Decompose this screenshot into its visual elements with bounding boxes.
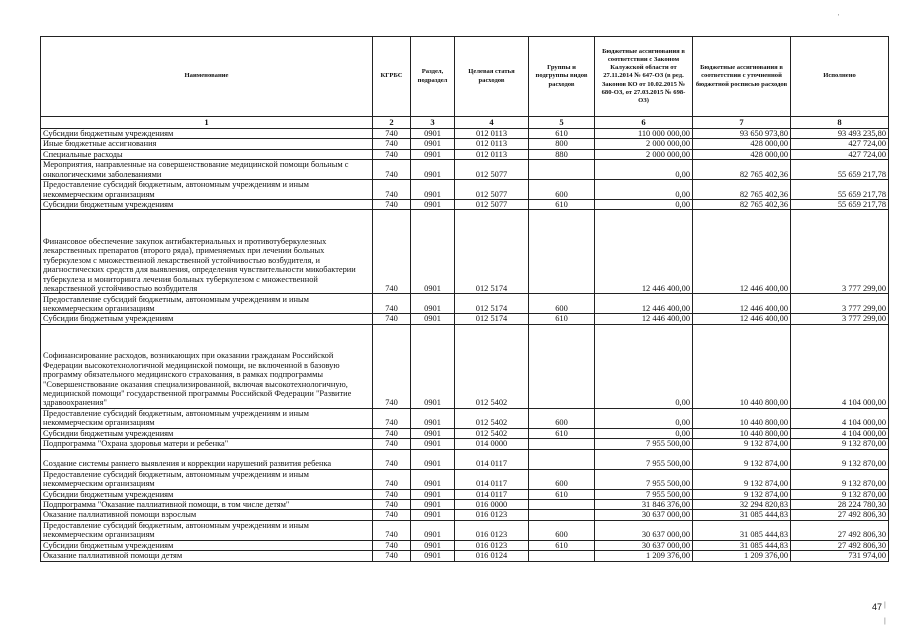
row-name: Предоставление субсидий бюджетным, автономным учреждениям и иным некоммерческим организациям xyxy=(41,408,373,428)
refined-amount-cell: 428 000,00 xyxy=(693,149,791,159)
refined-amount-cell: 82 765 402,36 xyxy=(693,199,791,209)
law-amount-cell: 31 846 376,00 xyxy=(595,499,693,509)
refined-amount-cell: 10 440 800,00 xyxy=(693,408,791,428)
article-cell: 014 0000 xyxy=(455,439,529,449)
executed-amount-cell: 27 492 806,30 xyxy=(791,510,889,520)
law-amount-cell: 30 637 000,00 xyxy=(595,510,693,520)
table-row xyxy=(41,499,889,509)
article-cell: 012 5174 xyxy=(455,210,529,294)
law-amount-cell: 110 000 000,00 xyxy=(595,128,693,138)
table-row xyxy=(41,439,889,449)
section-cell: 0901 xyxy=(411,499,455,509)
executed-amount-cell: 427 724,00 xyxy=(791,139,889,149)
section-cell: 0901 xyxy=(411,324,455,408)
group-cell xyxy=(529,210,595,294)
kgrbs-cell: 740 xyxy=(373,199,411,209)
executed-amount-cell: 9 132 870,00 xyxy=(791,469,889,489)
article-cell: 012 5174 xyxy=(455,314,529,324)
row-name: Оказание паллиативной помощи взрослым xyxy=(41,510,373,520)
scan-mark: | xyxy=(884,618,886,625)
refined-amount-cell: 32 294 820,83 xyxy=(693,499,791,509)
article-cell: 012 5077 xyxy=(455,199,529,209)
kgrbs-cell: 740 xyxy=(373,408,411,428)
law-amount-cell: 7 955 500,00 xyxy=(595,469,693,489)
refined-amount-cell: 12 446 400,00 xyxy=(693,294,791,314)
column-number: 2 xyxy=(373,117,411,129)
section-cell: 0901 xyxy=(411,159,455,179)
refined-amount-cell: 1 209 376,00 xyxy=(693,551,791,561)
article-cell: 012 5402 xyxy=(455,408,529,428)
section-cell: 0901 xyxy=(411,469,455,489)
section-cell: 0901 xyxy=(411,294,455,314)
law-amount-cell: 0,00 xyxy=(595,408,693,428)
kgrbs-cell: 740 xyxy=(373,520,411,540)
group-cell: 610 xyxy=(529,428,595,438)
group-cell: 610 xyxy=(529,128,595,138)
section-cell: 0901 xyxy=(411,428,455,438)
kgrbs-cell: 740 xyxy=(373,540,411,550)
group-cell: 600 xyxy=(529,469,595,489)
article-cell: 012 0113 xyxy=(455,128,529,138)
row-name: Субсидии бюджетным учреждениям xyxy=(41,314,373,324)
kgrbs-cell: 740 xyxy=(373,469,411,489)
column-number: 6 xyxy=(595,117,693,129)
group-cell xyxy=(529,449,595,469)
kgrbs-cell: 740 xyxy=(373,551,411,561)
executed-amount-cell: 3 777 299,00 xyxy=(791,314,889,324)
refined-amount-cell: 9 132 874,00 xyxy=(693,469,791,489)
column-number: 8 xyxy=(791,117,889,129)
refined-amount-cell: 31 085 444,83 xyxy=(693,540,791,550)
article-cell: 014 0117 xyxy=(455,469,529,489)
group-cell: 800 xyxy=(529,139,595,149)
row-name: Создание системы раннего выявления и коррекции нарушений развития ребенка xyxy=(41,449,373,469)
table-row xyxy=(41,408,889,428)
group-cell: 880 xyxy=(529,149,595,159)
header-group: Группы и подгруппы видов расходов xyxy=(529,37,595,117)
law-amount-cell: 30 637 000,00 xyxy=(595,540,693,550)
article-cell: 012 0113 xyxy=(455,139,529,149)
law-amount-cell: 12 446 400,00 xyxy=(595,294,693,314)
executed-amount-cell: 4 104 000,00 xyxy=(791,428,889,438)
group-cell: 600 xyxy=(529,520,595,540)
column-number: 7 xyxy=(693,117,791,129)
group-cell xyxy=(529,439,595,449)
article-cell: 012 5402 xyxy=(455,324,529,408)
article-cell: 016 0123 xyxy=(455,510,529,520)
section-cell: 0901 xyxy=(411,199,455,209)
executed-amount-cell: 93 493 235,80 xyxy=(791,128,889,138)
row-name: Субсидии бюджетным учреждениям xyxy=(41,199,373,209)
kgrbs-cell: 740 xyxy=(373,128,411,138)
row-name: Предоставление субсидий бюджетным, автономным учреждениям и иным некоммерческим организациям xyxy=(41,294,373,314)
table-row xyxy=(41,210,889,294)
table-row xyxy=(41,540,889,550)
row-name: Финансовое обеспечение закупок антибактериальных и противотуберкулезных лекарственных препаратов (второго ряда), применяемых при лечении больных туберкулезом с множественной лекарственной устойчивостью возбудителя, и диагностических средств для выявления, определения чувствительности микобактерии туберкулеза и мониторинга лечения больных туберкулезом с множественной лекарственной устойчивостью возбудителя xyxy=(41,210,373,294)
table-row xyxy=(41,428,889,438)
row-name: Субсидии бюджетным учреждениям xyxy=(41,489,373,499)
kgrbs-cell: 740 xyxy=(373,159,411,179)
section-cell: 0901 xyxy=(411,520,455,540)
refined-amount-cell: 9 132 874,00 xyxy=(693,489,791,499)
executed-amount-cell: 3 777 299,00 xyxy=(791,294,889,314)
section-cell: 0901 xyxy=(411,408,455,428)
law-amount-cell: 12 446 400,00 xyxy=(595,210,693,294)
law-amount-cell: 2 000 000,00 xyxy=(595,149,693,159)
section-cell: 0901 xyxy=(411,449,455,469)
kgrbs-cell: 740 xyxy=(373,489,411,499)
row-name: Мероприятия, направленные на совершенствование медицинской помощи больным с онкологическими заболеваниями xyxy=(41,159,373,179)
law-amount-cell: 30 637 000,00 xyxy=(595,520,693,540)
table-row xyxy=(41,510,889,520)
kgrbs-cell: 740 xyxy=(373,499,411,509)
executed-amount-cell: 27 492 806,30 xyxy=(791,540,889,550)
row-name: Иные бюджетные ассигнования xyxy=(41,139,373,149)
executed-amount-cell: 55 659 217,78 xyxy=(791,199,889,209)
executed-amount-cell: 4 104 000,00 xyxy=(791,408,889,428)
law-amount-cell: 0,00 xyxy=(595,324,693,408)
section-cell: 0901 xyxy=(411,139,455,149)
table-row xyxy=(41,449,889,469)
header-law: Бюджетные ассигнования в соответствии с Законом Калужской области от 27.11.2014 № 647-ОЗ (в ред. Законов КО от 10.02.2015 № 680-ОЗ, от 27.03.2015 № 698-ОЗ) xyxy=(595,37,693,117)
article-cell: 016 0000 xyxy=(455,499,529,509)
row-name: Субсидии бюджетным учреждениям xyxy=(41,128,373,138)
header-executed: Исполнено xyxy=(791,37,889,117)
refined-amount-cell: 31 085 444,83 xyxy=(693,520,791,540)
kgrbs-cell: 740 xyxy=(373,139,411,149)
group-cell xyxy=(529,159,595,179)
kgrbs-cell: 740 xyxy=(373,294,411,314)
refined-amount-cell: 82 765 402,36 xyxy=(693,179,791,199)
section-cell: 0901 xyxy=(411,489,455,499)
group-cell xyxy=(529,324,595,408)
executed-amount-cell: 55 659 217,78 xyxy=(791,159,889,179)
law-amount-cell: 7 955 500,00 xyxy=(595,439,693,449)
executed-amount-cell: 9 132 870,00 xyxy=(791,489,889,499)
section-cell: 0901 xyxy=(411,128,455,138)
group-cell xyxy=(529,499,595,509)
refined-amount-cell: 9 132 874,00 xyxy=(693,449,791,469)
executed-amount-cell: 9 132 870,00 xyxy=(791,449,889,469)
column-number: 3 xyxy=(411,117,455,129)
table-row xyxy=(41,179,889,199)
section-cell: 0901 xyxy=(411,179,455,199)
article-cell: 014 0117 xyxy=(455,489,529,499)
section-cell: 0901 xyxy=(411,149,455,159)
law-amount-cell: 12 446 400,00 xyxy=(595,314,693,324)
kgrbs-cell: 740 xyxy=(373,314,411,324)
kgrbs-cell: 740 xyxy=(373,149,411,159)
budget-table xyxy=(40,36,889,562)
table-body xyxy=(41,128,889,561)
refined-amount-cell: 82 765 402,36 xyxy=(693,159,791,179)
group-cell: 610 xyxy=(529,314,595,324)
refined-amount-cell: 12 446 400,00 xyxy=(693,314,791,324)
kgrbs-cell: 740 xyxy=(373,210,411,294)
header-refined: Бюджетные ассигнования в соответствии с уточненной бюджетной росписью расходов xyxy=(693,37,791,117)
group-cell: 610 xyxy=(529,489,595,499)
group-cell: 600 xyxy=(529,294,595,314)
column-number: 5 xyxy=(529,117,595,129)
table-row xyxy=(41,469,889,489)
table-row xyxy=(41,199,889,209)
section-cell: 0901 xyxy=(411,210,455,294)
article-cell: 012 5077 xyxy=(455,179,529,199)
law-amount-cell: 0,00 xyxy=(595,179,693,199)
scan-mark: | xyxy=(884,602,886,609)
row-name: Софинансирование расходов, возникающих при оказании гражданам Российской Федерации высокотехнологичной медицинской помощи, не включенной в базовую программу обязательного медицинского страхования, в рамках подпрограммы "Совершенствование оказания специализированной, включая высокотехнологичную, медицинской помощи" государственной программы Российской Федерации "Развитие здравоохранения" xyxy=(41,324,373,408)
refined-amount-cell: 9 132 874,00 xyxy=(693,439,791,449)
executed-amount-cell: 731 974,00 xyxy=(791,551,889,561)
kgrbs-cell: 740 xyxy=(373,179,411,199)
table-row xyxy=(41,159,889,179)
article-cell: 012 0113 xyxy=(455,149,529,159)
law-amount-cell: 2 000 000,00 xyxy=(595,139,693,149)
executed-amount-cell: 427 724,00 xyxy=(791,149,889,159)
section-cell: 0901 xyxy=(411,510,455,520)
table-row xyxy=(41,489,889,499)
group-cell: 600 xyxy=(529,179,595,199)
row-name: Специальные расходы xyxy=(41,149,373,159)
article-cell: 016 0123 xyxy=(455,520,529,540)
refined-amount-cell: 93 650 973,80 xyxy=(693,128,791,138)
row-name: Оказание паллиативной помощи детям xyxy=(41,551,373,561)
executed-amount-cell: 27 492 806,30 xyxy=(791,520,889,540)
group-cell: 600 xyxy=(529,408,595,428)
refined-amount-cell: 10 440 800,00 xyxy=(693,428,791,438)
table-row xyxy=(41,294,889,314)
group-cell: 610 xyxy=(529,540,595,550)
law-amount-cell: 0,00 xyxy=(595,428,693,438)
row-name: Подпрограмма "Охрана здоровья матери и ребенка" xyxy=(41,439,373,449)
executed-amount-cell: 28 224 780,30 xyxy=(791,499,889,509)
group-cell: 610 xyxy=(529,199,595,209)
table-row xyxy=(41,128,889,138)
refined-amount-cell: 31 085 444,83 xyxy=(693,510,791,520)
table-row xyxy=(41,551,889,561)
section-cell: 0901 xyxy=(411,551,455,561)
row-name: Предоставление субсидий бюджетным, автономным учреждениям и иным некоммерческим организациям xyxy=(41,469,373,489)
law-amount-cell: 7 955 500,00 xyxy=(595,449,693,469)
executed-amount-cell: 3 777 299,00 xyxy=(791,210,889,294)
row-name: Субсидии бюджетным учреждениям xyxy=(41,540,373,550)
column-number: 4 xyxy=(455,117,529,129)
table-row xyxy=(41,139,889,149)
table-row xyxy=(41,324,889,408)
header-row xyxy=(41,37,889,117)
kgrbs-cell: 740 xyxy=(373,449,411,469)
column-number-row xyxy=(41,117,889,129)
scan-mark: ' xyxy=(838,14,840,21)
article-cell: 014 0117 xyxy=(455,449,529,469)
column-number: 1 xyxy=(41,117,373,129)
row-name: Предоставление субсидий бюджетным, автономным учреждениям и иным некоммерческим организациям xyxy=(41,520,373,540)
header-article: Целевая статья расходов xyxy=(455,37,529,117)
table-row xyxy=(41,520,889,540)
executed-amount-cell: 55 659 217,78 xyxy=(791,179,889,199)
kgrbs-cell: 740 xyxy=(373,510,411,520)
section-cell: 0901 xyxy=(411,540,455,550)
section-cell: 0901 xyxy=(411,314,455,324)
kgrbs-cell: 740 xyxy=(373,324,411,408)
row-name: Подпрограмма "Оказание паллиативной помощи, в том числе детям" xyxy=(41,499,373,509)
page-number: 47 xyxy=(872,602,883,612)
law-amount-cell: 0,00 xyxy=(595,199,693,209)
kgrbs-cell: 740 xyxy=(373,439,411,449)
law-amount-cell: 7 955 500,00 xyxy=(595,489,693,499)
refined-amount-cell: 12 446 400,00 xyxy=(693,210,791,294)
kgrbs-cell: 740 xyxy=(373,428,411,438)
group-cell xyxy=(529,510,595,520)
executed-amount-cell: 9 132 870,00 xyxy=(791,439,889,449)
executed-amount-cell: 4 104 000,00 xyxy=(791,324,889,408)
row-name: Предоставление субсидий бюджетным, автономным учреждениям и иным некоммерческим организациям xyxy=(41,179,373,199)
article-cell: 016 0123 xyxy=(455,540,529,550)
group-cell xyxy=(529,551,595,561)
article-cell: 012 5402 xyxy=(455,428,529,438)
section-cell: 0901 xyxy=(411,439,455,449)
refined-amount-cell: 428 000,00 xyxy=(693,139,791,149)
article-cell: 012 5077 xyxy=(455,159,529,179)
law-amount-cell: 1 209 376,00 xyxy=(595,551,693,561)
refined-amount-cell: 10 440 800,00 xyxy=(693,324,791,408)
row-name: Субсидии бюджетным учреждениям xyxy=(41,428,373,438)
header-kgrbs: КГРБС xyxy=(373,37,411,117)
table-row xyxy=(41,149,889,159)
article-cell: 012 5174 xyxy=(455,294,529,314)
header-section: Раздел, подраздел xyxy=(411,37,455,117)
table-row xyxy=(41,314,889,324)
header-name: Наименование xyxy=(41,37,373,117)
article-cell: 016 0124 xyxy=(455,551,529,561)
law-amount-cell: 0,00 xyxy=(595,159,693,179)
